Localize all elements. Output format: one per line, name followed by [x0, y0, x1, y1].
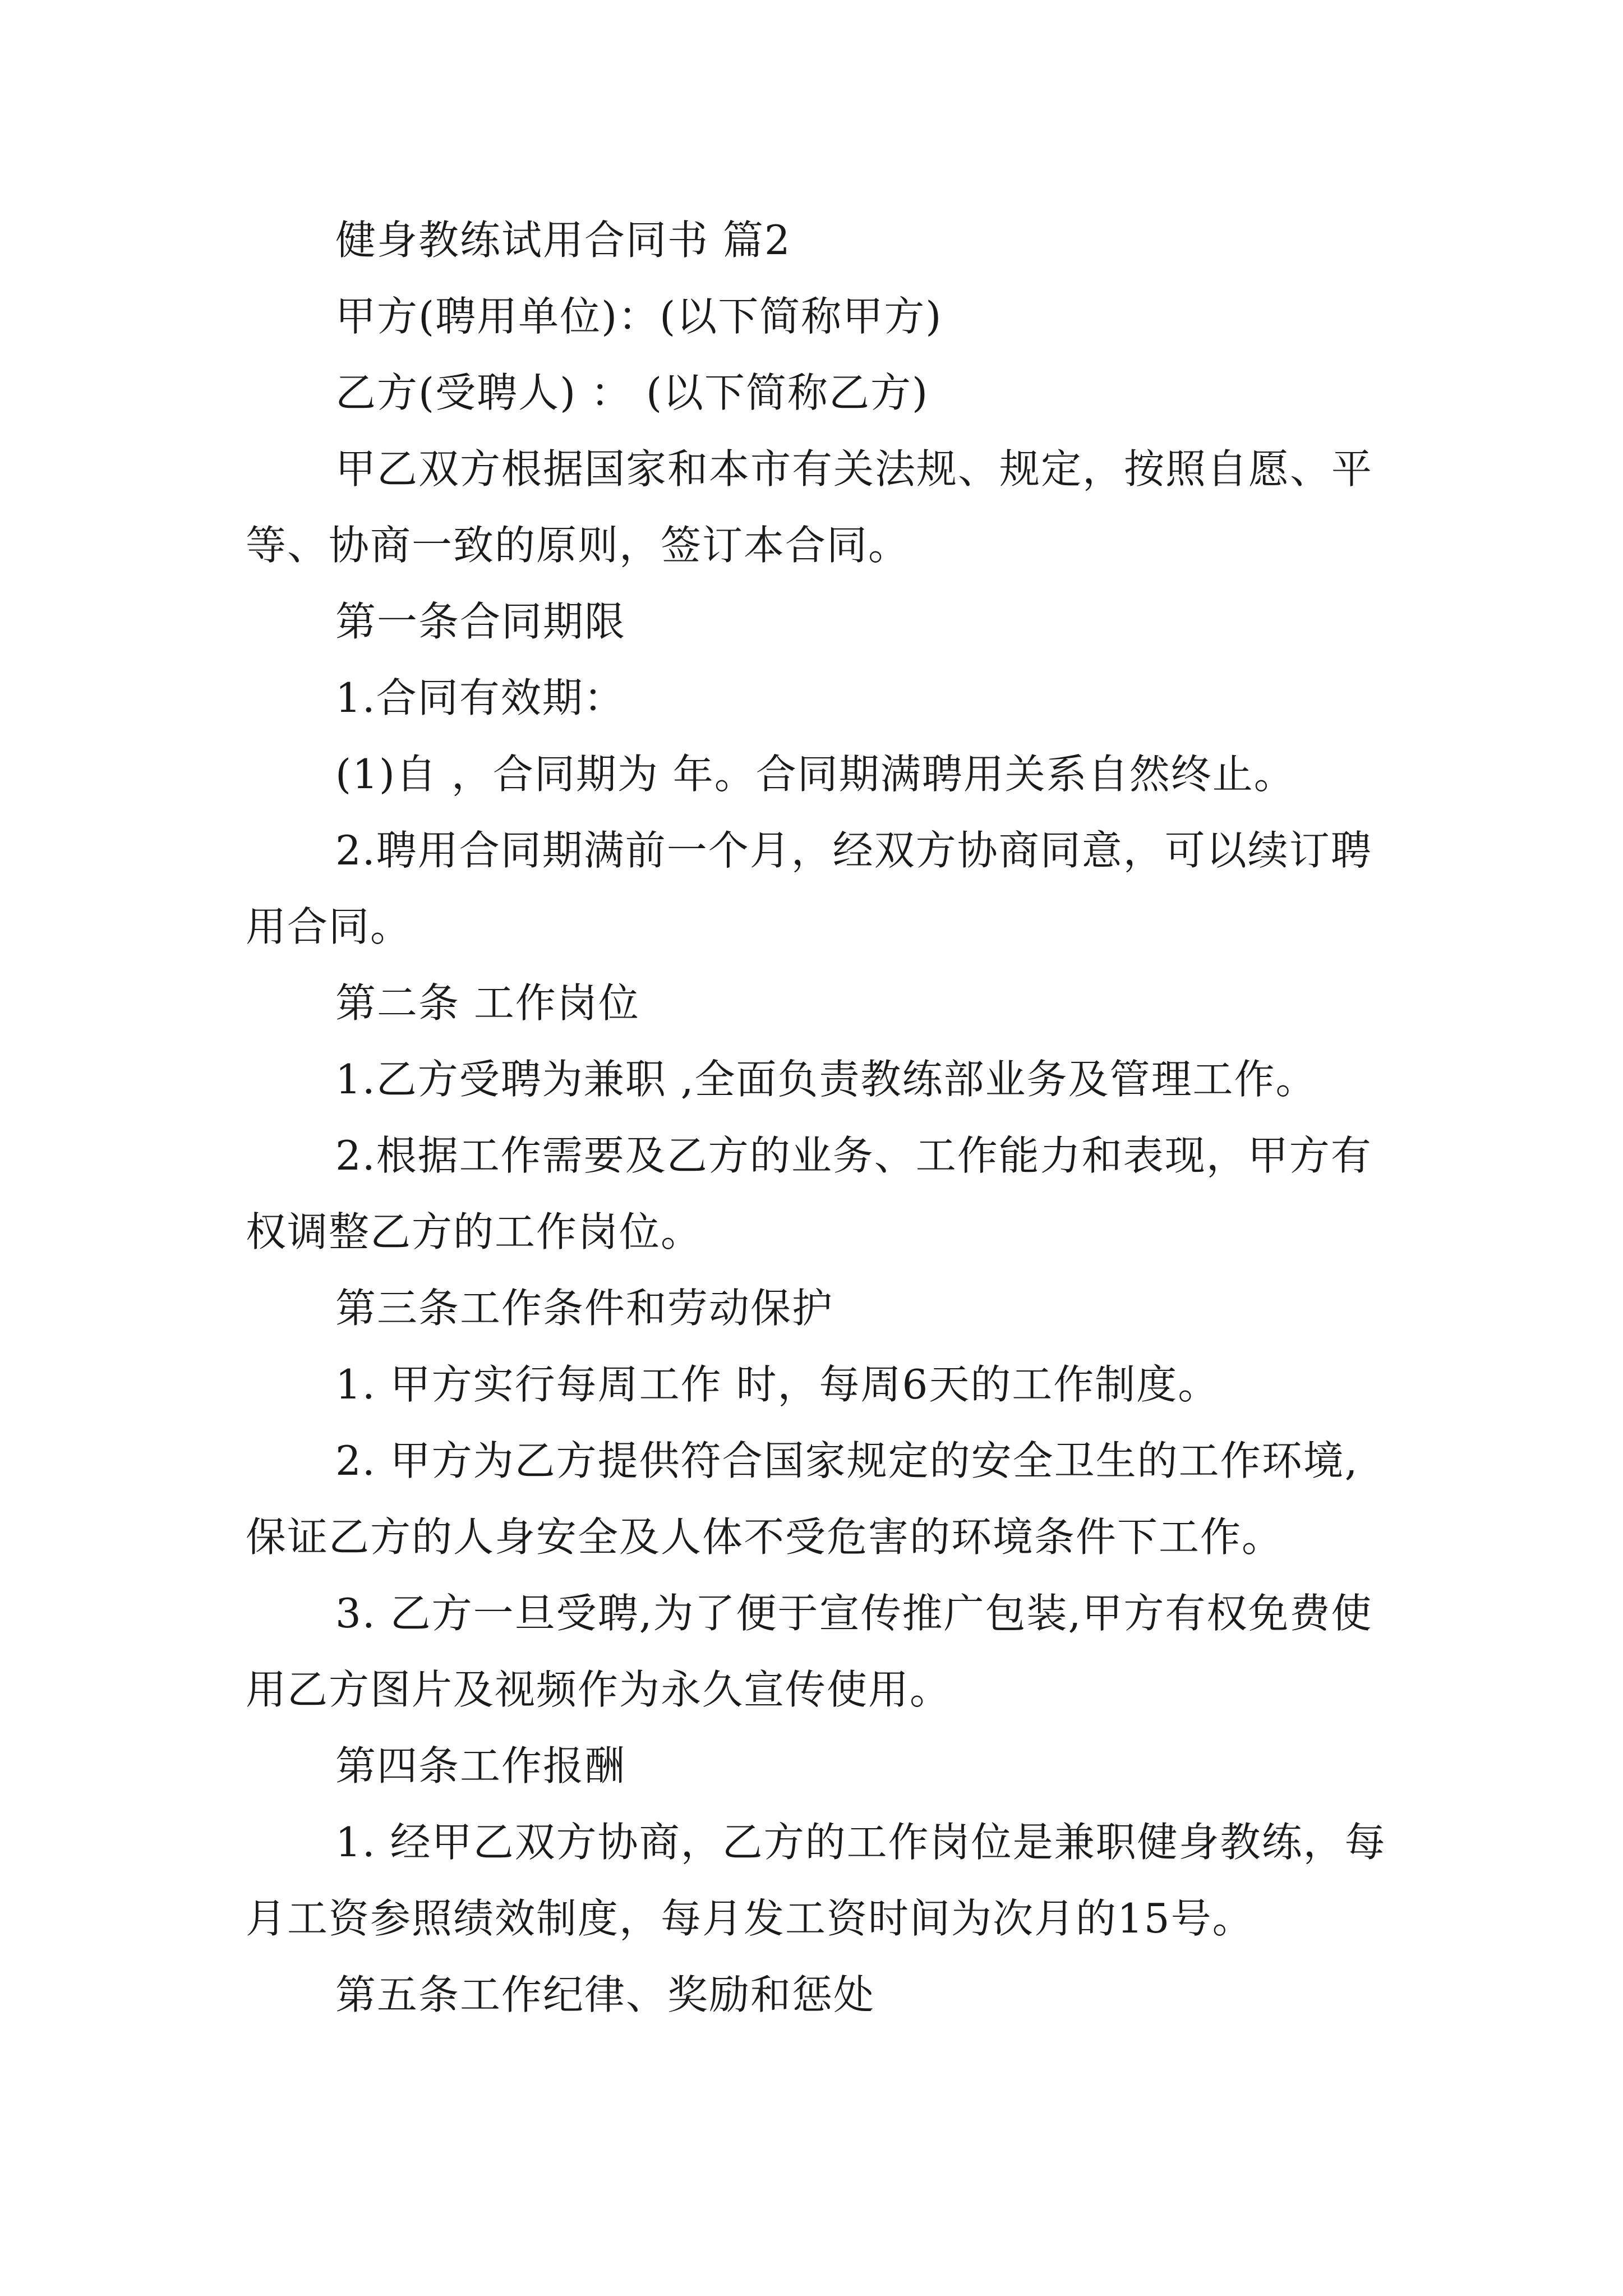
article-3-heading: 第三条工作条件和劳动保护 — [335, 1285, 834, 1332]
article-2-clause-2: 2.根据工作需要及乙方的业务、工作能力和表现，甲方有权调整乙方的工作岗位。 — [246, 1132, 1372, 1255]
article-3-clause-3: 3. 乙方一旦受聘,为了便于宣传推广包装,甲方有权免费使用乙方图片及视频作为永久宣传使用。 — [246, 1590, 1373, 1713]
article-1-heading: 第一条合同期限 — [335, 598, 626, 645]
article-1-clause-1-sub-1: (1)自 ，合同期为 年。合同期满聘用关系自然终止。 — [335, 751, 1295, 798]
document-body — [246, 202, 1390, 2033]
article-1-clause-2: 2.聘用合同期满前一个月，经双方协商同意，可以续订聘用合同。 — [246, 827, 1372, 950]
article-3-clause-1: 1. 甲方实行每周工作 时，每周6天的工作制度。 — [335, 1361, 1220, 1408]
preamble-paragraph: 甲乙双方根据国家和本市有关法规、规定，按照自愿、平等、协商一致的原则，签订本合同。 — [246, 445, 1373, 569]
article-2-clause-1: 1.乙方受聘为兼职 ,全面负责教练部业务及管理工作。 — [335, 1056, 1317, 1103]
article-3-clause-2: 2. 甲方为乙方提供符合国家规定的安全卫生的工作环境,保证乙方的人身安全及人体不受危害的环境条件下工作。 — [246, 1437, 1359, 1561]
article-4-clause-1: 1. 经甲乙双方协商，乙方的工作岗位是兼职健身教练，每月工资参照绩效制度，每月发工资时间为次月的15号。 — [246, 1819, 1386, 1942]
party-b-line: 乙方(受聘人) ： (以下简称乙方) — [335, 369, 929, 416]
party-a-line: 甲方(聘用单位)：(以下简称甲方) — [335, 293, 943, 340]
article-4-heading: 第四条工作报酬 — [335, 1742, 626, 1789]
article-1-clause-1: 1.合同有效期： — [335, 674, 625, 721]
article-2-heading: 第二条 工作岗位 — [335, 979, 640, 1027]
document-title: 健身教练试用合同书 篇2 — [335, 217, 791, 264]
article-5-heading: 第五条工作纪律、奖励和惩处 — [335, 1971, 875, 2018]
